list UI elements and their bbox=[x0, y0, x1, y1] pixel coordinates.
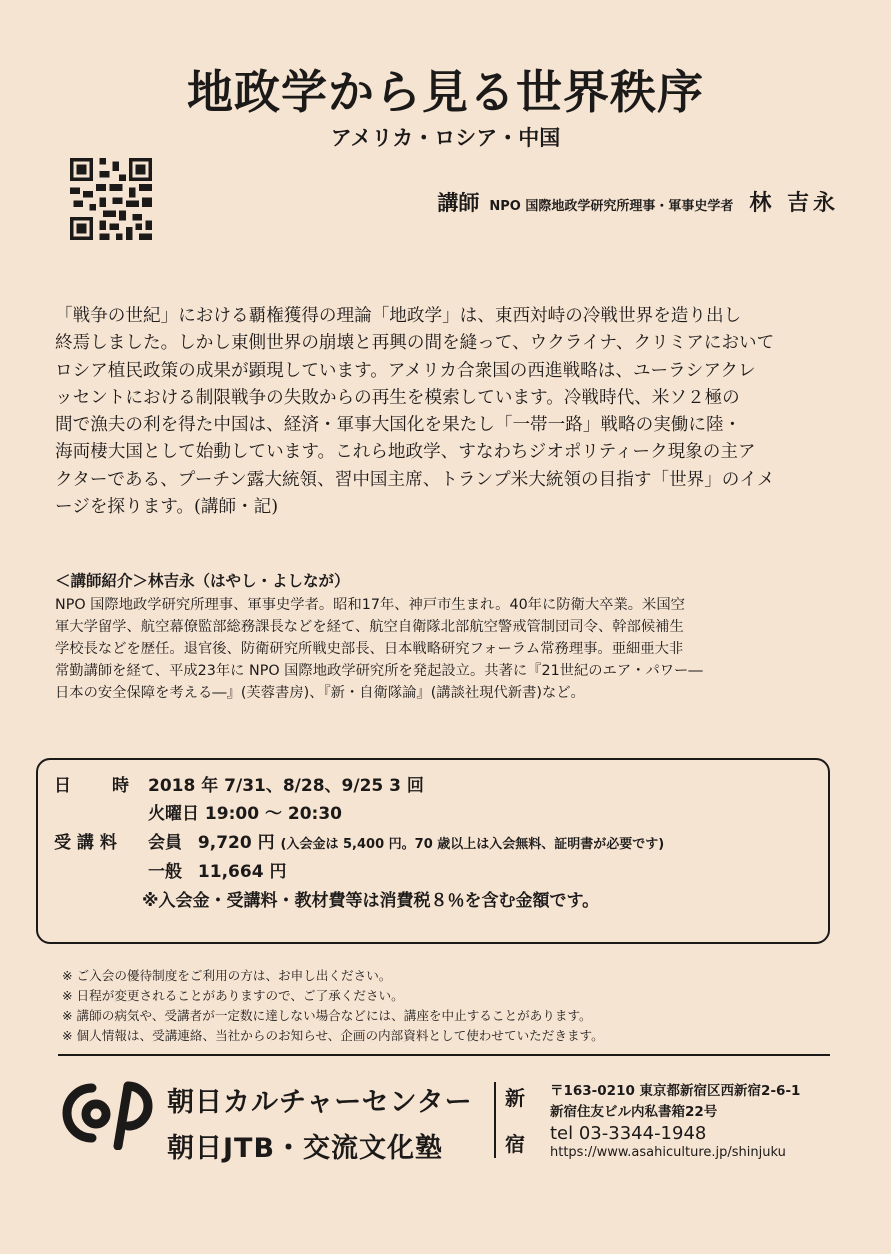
branch-char-1: 新 bbox=[505, 1086, 525, 1110]
description-line: ージを探ります。(講師・記) bbox=[55, 497, 279, 518]
bio-line: NPO 国際地政学研究所理事、軍事史学者。昭和17年、神戸市生まれ。40年に防衛大卒業。米国空 bbox=[55, 597, 685, 613]
date-label-2: 時 bbox=[112, 776, 129, 796]
description-line: 間で漁夫の利を得た中国は、経済・軍事大国化を果たし「一帯一路」戦略の実働に陸・ bbox=[55, 415, 742, 436]
note-item: ※ 日程が変更されることがありますので、ご了承ください。 bbox=[62, 988, 404, 1003]
member-fee-note: (入会金は 5,400 円。70 歳以上は入会無料、証明書が必要です) bbox=[280, 837, 665, 852]
general-fee: 11,664 円 bbox=[197, 862, 287, 882]
bio-line: 学校長などを歴任。退官後、防衛研究所戦史部長、日本戦略研究フォーラム常務理事。亜細亜大非 bbox=[55, 641, 684, 657]
note-item: ※ 講師の病気や、受講者が一定数に達しない場合などには、講座を中止することがあります。 bbox=[62, 1008, 592, 1023]
branch-char-2: 宿 bbox=[505, 1132, 525, 1156]
description-line: 終焉しました。しかし東側世界の崩壊と再興の間を縫って、ウクライナ、クリミアにおいて bbox=[55, 333, 775, 354]
course-description bbox=[55, 303, 840, 521]
qr-code-icon[interactable] bbox=[70, 158, 152, 240]
bio-line: 軍大学留学、航空幕僚監部総務課長などを経て、航空自衛隊北部航空警戒管制団司令、幹部候補生 bbox=[55, 619, 684, 635]
address-line-2: 新宿住友ビル内私書箱22号 bbox=[550, 1104, 718, 1120]
description-line: ッセントにおける制限戦争の失敗からの再生を模索しています。冷戦時代、米ソ２極の bbox=[55, 387, 740, 408]
note-item: ※ 個人情報は、受講連絡、当社からのお知らせ、企画の内部資料として使わせていただきます。 bbox=[62, 1028, 604, 1043]
brand-name-2: 朝日JTB・交流文化塾 bbox=[167, 1133, 444, 1164]
tax-note: ※入会金・受講料・教材費等は消費税８％を含む金額です。 bbox=[142, 891, 600, 911]
page-subtitle: アメリカ・ロシア・中国 bbox=[330, 126, 561, 150]
footer-vertical-divider bbox=[494, 1082, 496, 1158]
description-line: クターである、プーチン露大統領、習中国主席、トランプ米大統領の目指す「世界」のイメ bbox=[55, 469, 775, 490]
general-fee-row bbox=[148, 857, 286, 882]
lecturer-line bbox=[437, 186, 839, 217]
asahi-culture-logo-icon bbox=[52, 1076, 158, 1150]
bio-line: 常勤講師を経て、平成23年に NPO 国際地政学研究所を発起設立。共著に『21世紀のエア・パワー― bbox=[55, 663, 703, 679]
lecturer-label: 講師 bbox=[437, 191, 480, 215]
telephone[interactable]: tel 03-3344-1948 bbox=[550, 1123, 707, 1144]
description-line: 「戦争の世紀」における覇権獲得の理論「地政学」は、東西対峙の冷戦世界を造り出し bbox=[55, 306, 742, 326]
note-item: ※ ご入会の優待制度をご利用の方は、お申し出ください。 bbox=[62, 968, 392, 983]
lecturer-name: 林 吉永 bbox=[749, 191, 839, 216]
notes-list bbox=[62, 966, 604, 1046]
schedule-time: 火曜日 19:00 ～ 20:30 bbox=[148, 804, 342, 824]
date-label-1: 日 bbox=[54, 776, 71, 796]
bio-line: 日本の安全保障を考える―』(芙蓉書房)、『新・自衛隊論』(講談社現代新書)など。 bbox=[55, 685, 585, 701]
lecturer-bio bbox=[55, 594, 845, 704]
fee-label: 受 講 料 bbox=[54, 833, 117, 853]
member-label: 会員 bbox=[148, 833, 182, 853]
description-line: 海両棲大国として始動しています。これら地政学、すなわちジオポリティーク現象の主ア bbox=[55, 442, 756, 463]
schedule-dates: 2018 年 7/31、8/28、9/25 3 回 bbox=[148, 776, 424, 796]
page-title: 地政学から見る世界秩序 bbox=[187, 65, 704, 119]
member-fee-row bbox=[148, 828, 664, 853]
footer-divider bbox=[58, 1054, 830, 1056]
description-line: ロシア植民政策の成果が顕現しています。アメリカ合衆国の西進戦略は、ユーラシアクレ bbox=[55, 360, 756, 381]
schedule-box bbox=[36, 758, 830, 944]
general-label: 一般 bbox=[148, 862, 182, 882]
brand-name-1: 朝日カルチャーセンター bbox=[167, 1087, 473, 1118]
lecturer-bio-heading: ＜講師紹介＞林吉永（はやし・よしなが） bbox=[55, 572, 350, 590]
website-link[interactable]: https://www.asahiculture.jp/shinjuku bbox=[550, 1145, 786, 1160]
address-line-1: 〒163-0210 東京都新宿区西新宿2-6-1 bbox=[550, 1083, 801, 1099]
member-fee: 9,720 円 bbox=[197, 833, 275, 853]
lecturer-affiliation: NPO 国際地政学研究所理事・軍事史学者 bbox=[489, 199, 734, 214]
